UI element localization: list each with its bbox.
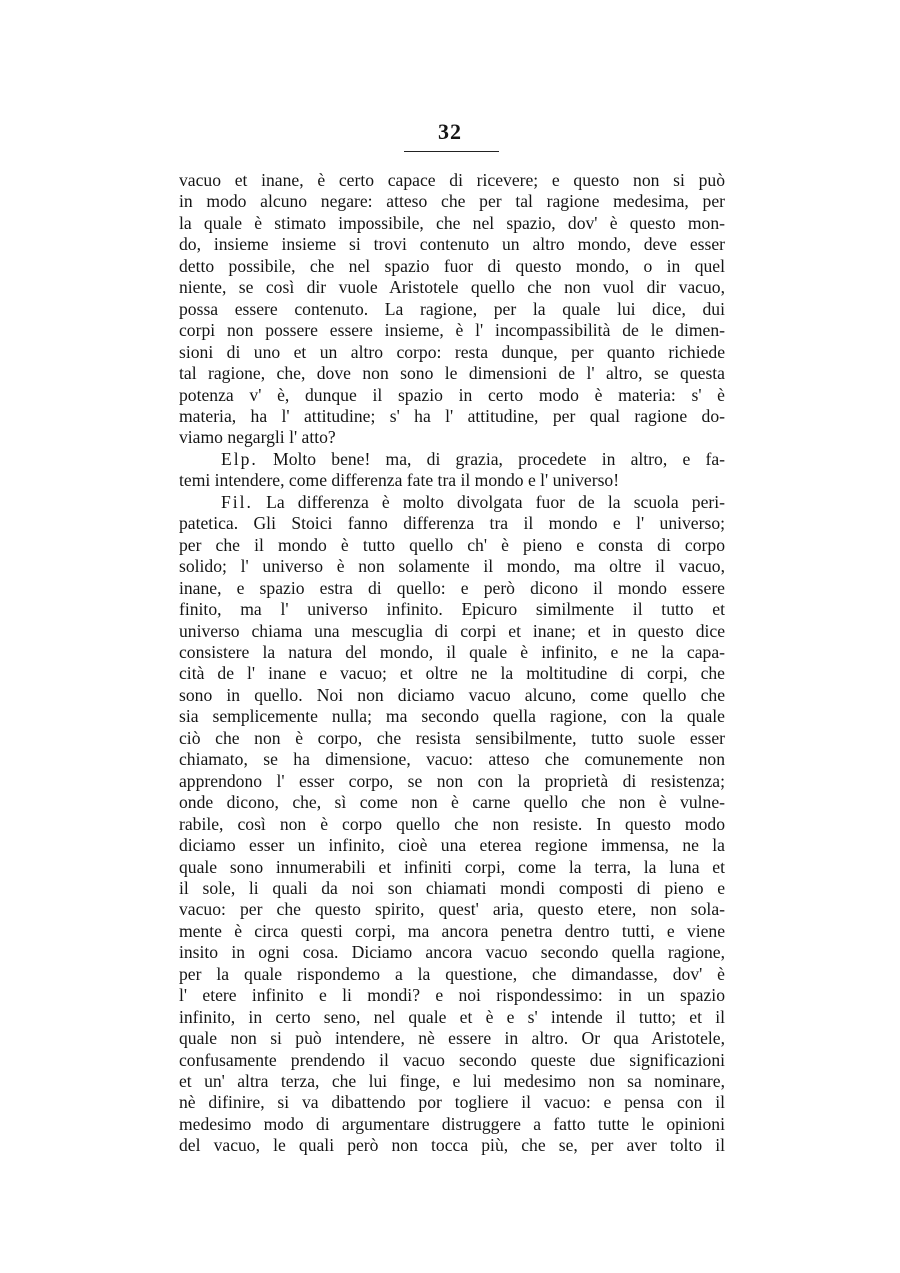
page-number: 32 [438, 119, 462, 144]
line-text: per la quale rispondemo a la questione, che dimandasse, dov' è [179, 963, 725, 984]
line-text: et un' altra terza, che lui finge, e lui medesimo non sa nominare, [179, 1071, 725, 1092]
line-text: vacuo: per che questo spirito, quest' aria, questo etere, non sola- [179, 899, 725, 920]
text-line [179, 728, 725, 749]
line-text: corpi non possere essere insieme, è l' incompassibilità de le dimen- [179, 320, 725, 341]
line-text: apprendono l' esser corpo, se non con la proprietà di resistenza; [179, 770, 725, 791]
text-line [179, 706, 725, 727]
body-text [179, 170, 725, 1157]
text-line [179, 449, 725, 470]
text-line [179, 878, 725, 899]
text-line [179, 299, 725, 320]
text-line [179, 921, 725, 942]
line-text: infinito, in certo seno, nel quale et è e s' intende il tutto; et il [179, 1006, 725, 1027]
line-text: insito in ogni cosa. Diciamo ancora vacuo secondo quella ragione, [179, 942, 725, 963]
text-line [179, 857, 725, 878]
line-text: inane, e spazio estra di quello: e però dicono il mondo essere [179, 577, 725, 598]
text-line [179, 599, 725, 620]
text-line [179, 899, 725, 920]
line-text: il sole, li quali da noi son chiamati mondi composti di pieno e [179, 877, 725, 898]
line-text: temi intendere, come differenza fate tra il mondo e l' universo! [179, 470, 620, 491]
line-text: do, insieme insieme si trovi contenuto un altro mondo, deve esser [179, 234, 725, 255]
text-line [179, 663, 725, 684]
line-text: l' etere infinito e li mondi? e noi rispondessimo: in un spazio [179, 985, 725, 1006]
line-text: patetica. Gli Stoici fanno differenza tra il mondo e l' universo; [179, 513, 725, 534]
text-line [179, 1114, 725, 1135]
line-text: sia semplicemente nulla; ma secondo quella ragione, con la quale [179, 706, 725, 727]
line-text: Molto bene! ma, di grazia, procedete in altro, e fa- [257, 448, 725, 469]
text-line [179, 385, 725, 406]
line-text: finito, ma l' universo infinito. Epicuro similmente il tutto et [179, 599, 725, 620]
line-text: quale non si può intendere, nè essere in altro. Or qua Aristotele, [179, 1028, 725, 1049]
line-text: diciamo esser un infinito, cioè una eterea regione immensa, ne la [179, 835, 725, 856]
line-text: solido; l' universo è non solamente il mondo, ma oltre il vacuo, [179, 556, 725, 577]
text-line [179, 942, 725, 963]
line-text: nè difinire, si va dibattendo por togliere il vacuo: e pensa con il [179, 1092, 725, 1113]
line-text: chiamato, se ha dimensione, vacuo: atteso che comunemente non [179, 749, 725, 770]
text-line [179, 170, 725, 191]
line-text: detto possibile, che nel spazio fuor di questo mondo, o in quel [179, 255, 725, 276]
line-text: La differenza è molto divolgata fuor de la scuola peri- [252, 491, 725, 512]
line-text: confusamente prendendo il vacuo secondo queste due significazioni [179, 1049, 725, 1070]
text-line [179, 1135, 725, 1156]
line-text: tal ragione, che, dove non sono le dimensioni de l' altro, se questa [179, 363, 725, 384]
text-line [179, 234, 725, 255]
text-line [179, 1050, 725, 1071]
line-text: niente, se così dir vuole Aristotele quello che non vuol dir vacuo, [179, 277, 725, 298]
line-text: ciò che non è corpo, che resista sensibilmente, tutto suole esser [179, 727, 725, 748]
text-line [179, 749, 725, 770]
text-line [179, 363, 725, 384]
line-text: cità de l' inane e vacuo; et oltre ne la moltitudine di corpi, che [179, 663, 725, 684]
line-text: sono in quello. Noi non diciamo vacuo alcuno, come quello che [179, 684, 725, 705]
text-line [179, 985, 725, 1006]
line-text: possa essere contenuto. La ragione, per la quale lui dice, dui [179, 298, 725, 319]
line-text: del vacuo, le quali però non tocca più, che se, per aver tolto il [179, 1135, 725, 1156]
line-text: universo chiama una mescuglia di corpi et inane; et in questo dice [179, 620, 725, 641]
speaker-label: Fil. [221, 491, 253, 512]
text-line [179, 685, 725, 706]
text-line [179, 213, 725, 234]
text-line [179, 513, 725, 534]
text-line [179, 256, 725, 277]
line-text: rabile, così non è corpo quello che non resiste. In questo modo [179, 813, 725, 834]
line-text: vacuo et inane, è certo capace di ricevere; e questo non si può [179, 170, 725, 190]
line-text: onde dicono, che, sì come non è carne quello che non è vulne- [179, 792, 725, 813]
line-text: consistere la natura del mondo, il quale è infinito, e ne la capa- [179, 641, 725, 662]
text-line [179, 642, 725, 663]
text-line [179, 578, 725, 599]
text-line [179, 814, 725, 835]
text-line [179, 277, 725, 298]
text-line [179, 406, 725, 427]
text-line [179, 492, 725, 513]
line-text: medesimo modo di argumentare distruggere a fatto tutte le opinioni [179, 1113, 725, 1134]
line-text: sioni di uno et un altro corpo: resta dunque, per quanto richiede [179, 341, 725, 362]
header-rule [404, 151, 499, 152]
text-line [179, 792, 725, 813]
text-line [179, 191, 725, 212]
line-text: la quale è stimato impossibile, che nel spazio, dov' è questo mon- [179, 212, 725, 233]
line-text: quale sono innumerabili et infiniti corpi, come la terra, la luna et [179, 856, 725, 877]
text-line [179, 1071, 725, 1092]
text-line [179, 470, 725, 491]
text-line [179, 771, 725, 792]
text-line [179, 621, 725, 642]
text-line [179, 1028, 725, 1049]
text-line [179, 1007, 725, 1028]
text-line [179, 427, 725, 448]
text-line [179, 320, 725, 341]
text-line [179, 964, 725, 985]
text-line [179, 1092, 725, 1113]
line-text: mente è circa questi corpi, ma ancora penetra dentro tutti, e viene [179, 920, 725, 941]
line-text: in modo alcuno negare: atteso che per tal ragione medesima, per [179, 191, 725, 212]
line-text: potenza v' è, dunque il spazio in certo modo è materia: s' è [179, 384, 725, 405]
speaker-label: Elp. [221, 448, 258, 469]
text-line [179, 535, 725, 556]
line-text: materia, ha l' attitudine; s' ha l' attitudine, per qual ragione do- [179, 405, 725, 426]
line-text: viamo negargli l' atto? [179, 427, 336, 448]
line-text: per che il mondo è tutto quello ch' è pieno e consta di corpo [179, 534, 725, 555]
text-line [179, 835, 725, 856]
text-line [179, 556, 725, 577]
text-line [179, 342, 725, 363]
